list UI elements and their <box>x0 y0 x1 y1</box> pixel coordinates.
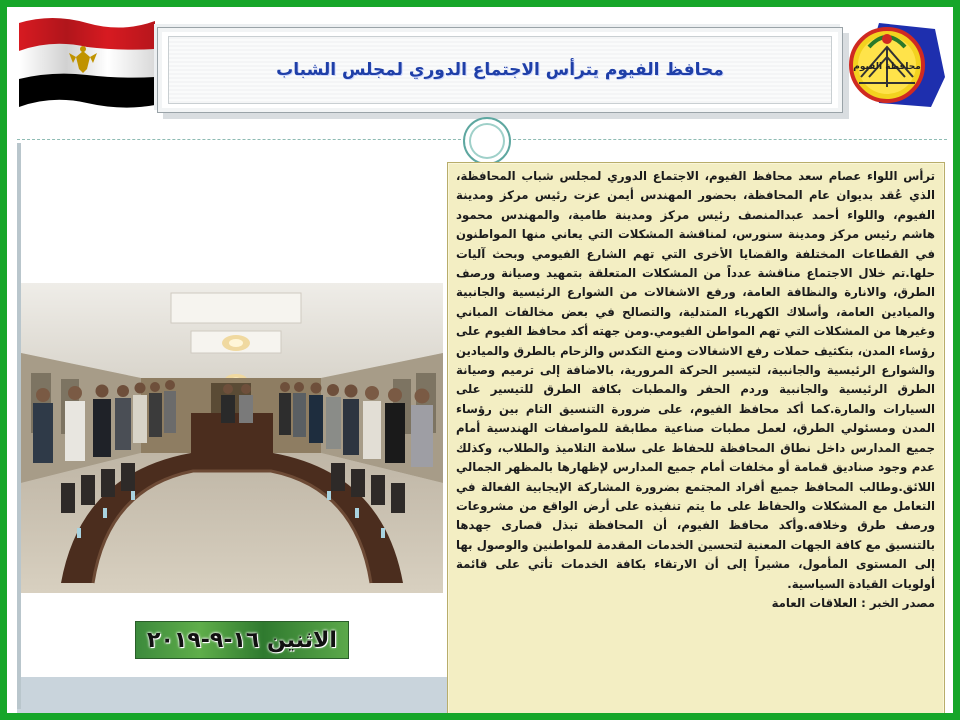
article-body: ترأس اللواء عصام سعد محافظ الفيوم، الاجتماع الدوري لمجلس شباب المحافظة، الذي عُقد بديوان عام المحافظة، بحضور المهندس أيمن عزت رئيس مركز ومدينة الفيوم، واللواء أحمد عبدالمنصف رئيس مركز ومدينة طامية، والمهندس محمود هاشم رئيس مركز ومدينة سنورس، لمناقشة المشكلات التي يعاني منها المواطنون في القطاعات المختلفة والقضايا الأخرى التي تهم الشارع الفيومي وبحث آليات حلها.تم خلال الاجتماع مناقشة عدداً من المشكلات المتعلقة بتمهيد وصيانة ورصف الطرق، والانارة والنظافة العامة، ورفع الاشغالات من الشوارع الرئيسية والجانبية والميادين العامة، وأسلاك الكهرباء المتدلية، والتصالح في بعض مخالفات المباني وغيرها من المشكلات التي تهم المواطن الفيومي.ومن جهته أكد محافظ الفيوم على رؤساء المدن، بتكثيف حملات رفع الاشغالات ومنع التكدس والزحام بالطرق والميادين والشوارع الرئيسية والجانبية، لتيسير الحركة المرورية، بالاضافة إلى ترميم وصيانة الطرق الرئيسية والجانبية وردم الحفر والمطبات بكافة الطرق للتيسير على السيارات والمارة.كما أكد محافظ الفيوم، على ضرورة التنسيق التام بين رؤساء المدن ومسئولي الطرق، لعمل مطبات صناعية مطابقة للمواصفات الهندسية أمام جميع المدارس داخل نطاق المحافظة للحفاظ على سلامة التلاميذ والطلاب، وكذلك عدم وجود صناديق قمامة أو مخلفات أمام جميع المدارس لإظهارها بالمظهر الجمالي اللائق.وطالب المحافظ جميع أفراد المجتمع بضرورة المشاركة الإيجابية الفعالة في التعامل مع المشكلات والحفاظ على ما يتم تنفيذه على أرض الواقع من مشروعات ورصف طرق وخلافه.وأكد محافظ الفيوم، أن المحافظة تبذل قصارى جهدها بالتنسيق مع كافة الجهات المعنية لتحسين الخدمات المقدمة للمواطنين والوصول بها إلى المستوى المأمول، مشيراً إلى أن الارتقاء بكافة الخدمات تأتي على قائمة أولويات القيادة السياسية. <box>456 169 935 591</box>
divider-circle-icon <box>463 117 511 165</box>
article-source: مصدر الخبر : العلاقات العامة <box>771 595 935 610</box>
title-inner <box>168 36 832 104</box>
date-text: الاثنين ١٦-٩-٢٠١٩ <box>147 627 337 653</box>
title-panel <box>157 27 843 113</box>
article-box <box>447 162 945 718</box>
logo-text: محافظة الفيوم <box>853 62 921 72</box>
page-title: محافظ الفيوم يترأس الاجتماع الدوري لمجلس الشباب <box>276 60 724 80</box>
fayoum-governorate-logo-icon <box>839 17 951 113</box>
egypt-flag-icon <box>17 11 157 111</box>
meeting-photo <box>21 283 443 593</box>
date-banner <box>135 621 349 659</box>
